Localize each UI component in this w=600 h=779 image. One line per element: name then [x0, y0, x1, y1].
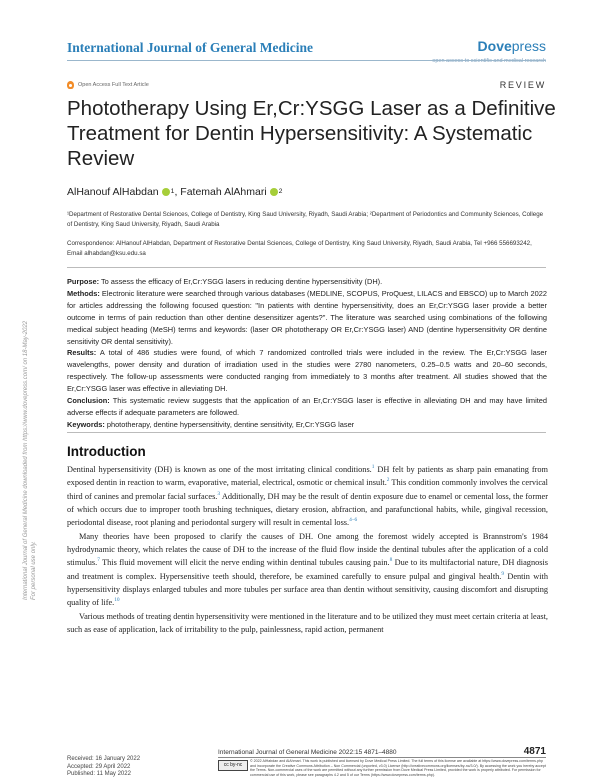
license-text: © 2022 AlHabdan and AlAhmari. This work is published and licensed by Dove Medical Press Limited. The full terms of this license are available at https://www.dovepress.com/terms.php and incorporate the Creative Commons Attribution – Non Commercial (unported, v3.0) License (http://creativecommons.org/licenses/by-nc/3.0/). By accessing the work you hereby accept the Terms. Non-commercial uses of the work are permitted without any further permission from Dove Medical Press Limited, provided the work is properly attributed. For permission for commercial use of this work, please see paragraphs 4.2 and 5 of our Terms (https://www.dovepress.com/terms.php).: [250, 759, 546, 777]
conclusion-text: This systematic review suggests that the application of an Er,Cr:YSGG laser is effective in alleviating DH and may have limited adverse effects if adequate parameters are followed.: [67, 396, 547, 417]
abstract-divider-top: [67, 267, 546, 268]
correspondence: Correspondence: AlHanouf AlHabdan, Department of Restorative Dental Sciences, College of Dentistry, King Saud University, Riyadh, Saudi Arabia, Tel +966 556693242, Email alhabdan@ksu.edu.sa: [67, 240, 532, 257]
keywords-label: Keywords:: [67, 419, 105, 429]
download-notice: [22, 321, 38, 600]
methods-text: Electronic literature were searched through various databases (MEDLINE, SCOPUS, ProQuest, LILACS and EBSCO) up to March 2022 for articles addressing the following focused question: "In patients with dentine hypersensitivity, does an Er,Cr:YSGG laser provide a better outcome in terms of pain reduction than other dentine desensitizer agents?". The literature was searched using combinations of the following medical subject heading (MeSH) terms and keywords: (laser OR phototherapy OR Er,Cr:YSGG laser) AND (dentine hypersensitivity OR dentine sensitivity OR dental sensitivity).: [67, 288, 547, 346]
abstract-methods: [67, 288, 547, 348]
publisher-logo[interactable]: [478, 38, 546, 54]
results-text: A total of 486 studies were found, of which 7 randomized controlled trials were included in the review. The Er,Cr:YSGG laser wavelengths, power density and duration of irradiation used in the studies were 2780 nanometers, 0.25–0.5 watts and 20–60 seconds, respectively. The follow-up assessments were conducted ranging from immediately to 3 months after treatment. All studies showed that the Er,Cr:YSGG laser was effective in alleviating DH.: [67, 348, 547, 394]
abstract-keywords: [67, 419, 547, 431]
cc-license-icon[interactable]: cc by-nc: [218, 760, 248, 771]
paragraph: [67, 463, 548, 530]
footer-journal-ref[interactable]: International Journal of General Medicine 2022:15 4871–4880: [218, 749, 397, 756]
abstract-divider-bottom: [67, 432, 546, 433]
text: Dentinal hypersensitivity (DH) is known as one of the most irritating clinical conditions.: [67, 465, 372, 474]
orcid-icon[interactable]: [270, 188, 278, 196]
footer-divider: [218, 757, 546, 758]
citation-link[interactable]: 9: [501, 570, 505, 577]
citation-link[interactable]: 7: [97, 557, 100, 564]
citation-link[interactable]: 3: [217, 490, 221, 497]
brand-main: Dove: [477, 38, 512, 54]
introduction-body: [67, 463, 548, 636]
citation-link[interactable]: 10: [114, 597, 120, 604]
results-label: Results:: [67, 348, 97, 358]
purpose-text: To assess the efficacy of Er,Cr:YSGG lasers in reducing dentine hypersensitivity (DH).: [99, 277, 383, 286]
open-access-lock-icon: [67, 81, 74, 89]
abstract-purpose: [67, 276, 547, 288]
journal-title[interactable]: International Journal of General Medicine: [67, 40, 313, 55]
abstract-conclusion: [67, 395, 547, 419]
abstract-results: [67, 347, 547, 395]
orcid-icon[interactable]: [162, 188, 170, 196]
keywords-text: phototherapy, dentine hypersensitivity, dentine sensitivity, Er,Cr:YSGG laser: [104, 419, 355, 429]
open-access-label: Open Access Full Text Article: [78, 82, 149, 88]
text: Dentin with hypersensitivity displays enlarged tubules and more tubules per surface area than dentin without sensitivity, causing discomfort and disrupting quality of life.: [67, 571, 548, 608]
paragraph: [67, 530, 548, 610]
publication-dates: Received: 16 January 2022 Accepted: 29 April 2022 Published: 11 May 2022: [67, 756, 141, 777]
conclusion-label: Conclusion:: [67, 396, 110, 406]
text: This condition commonly involves the cervical third of canines and premolar facial surfaces.: [67, 478, 548, 501]
brand-press: press: [511, 38, 546, 54]
section-heading-introduction: Introduction: [67, 444, 146, 459]
methods-label: Methods:: [67, 288, 100, 298]
author-name[interactable]: AlHanouf AlHabdan: [67, 186, 159, 198]
text: DH felt by patients as sharp pain emanating from exposed dentin in reaction to warm, evaporative, material, electrical, osmotic or chemical insult.: [67, 465, 548, 488]
header-divider: [67, 60, 546, 61]
open-access-badge: [67, 81, 149, 89]
citation-link[interactable]: 4–6: [349, 517, 358, 524]
download-notice-line: International Journal of General Medicine downloaded from https://www.dovepress.com/ on 18-May-2022: [23, 320, 29, 600]
text: Due to its multifactorial nature, DH diagnosis and treatment is complex. Hypersensitive teeth should, therefore, be examined carefully to ensure pulpal and gingival health.: [67, 558, 548, 581]
purpose-label: Purpose:: [67, 277, 100, 286]
abstract: [67, 276, 547, 431]
publisher-tagline: open access to scientific and medical research: [432, 58, 546, 64]
text: Many theories have been proposed to clarify the causes of DH. One among the foremost widely accepted is Brannstrom's 1984 hydrodynamic theory, which relates the cause of DH to the increase of the fluid flow inside the dentinal tubules after the application of a cold stimulus.: [67, 531, 548, 568]
paragraph: Various methods of treating dentin hypersensitivity were mentioned in the literature and to be utilized they must meet certain criteria at least, such as ease of application, lack of irritability to the pulp, painlessness, rapid action, permanent: [67, 611, 548, 635]
article-title: Phototherapy Using Er,Cr:YSGG Laser as a Definitive Treatment for Dentin Hypersensitivity: A Systematic Review: [67, 97, 556, 170]
affiliations: ¹Department of Restorative Dental Sciences, College of Dentistry, King Saud University, Riyadh, Saudi Arabia; ²Department of Periodontics and Community Sciences, College of Dentistry, King Saud University, Riyadh, Saudi Arabia: [67, 211, 544, 228]
author-separator: ,: [174, 186, 181, 198]
citation-link[interactable]: 2: [386, 477, 390, 484]
citation-link[interactable]: 1: [371, 464, 375, 471]
text: This fluid movement will elicit the nerve ending within dentinal tubules causing pain.: [99, 558, 390, 568]
citation-link[interactable]: 8: [389, 557, 393, 564]
article-type: REVIEW: [499, 80, 546, 90]
download-notice-line: For personal use only.: [31, 541, 37, 600]
author-name[interactable]: Fatemah AlAhmari: [180, 186, 267, 198]
page-number: 4871: [523, 746, 546, 757]
text: Additionally, DH may be the result of dentin exposure due to enamel or cemental loss, the former of which occurs due to improper tooth brushing techniques, dietary erosion, abfraction, and parafunctional habits, while, gingival recession, periodontal disease, root planing and periodontal surgery will result in cemental loss.: [67, 491, 548, 528]
author-list: AlHanouf AlHabdan 1 , Fatemah AlAhmari 2: [67, 186, 283, 198]
